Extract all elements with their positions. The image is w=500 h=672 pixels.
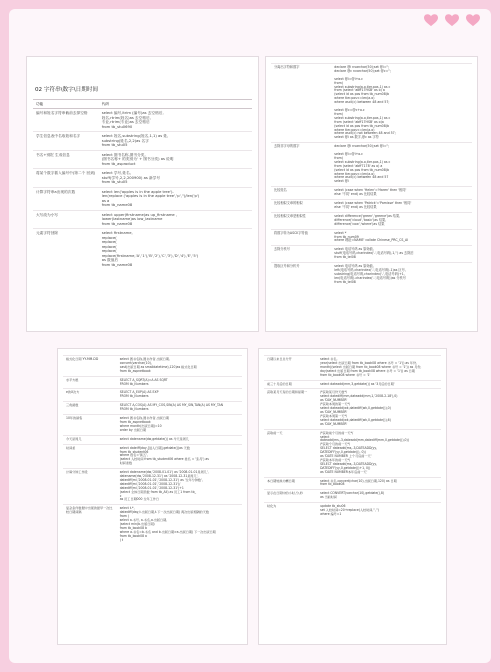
code-cell: update tb_stu06 set 入校时间=20+replace(入校时间,'','') where 编号=1 (317, 503, 441, 519)
code-table-d (264, 355, 441, 519)
code-cell: declare @i nvarchar(50);set @i=''; select @i=@i+o.c from( select substring(a.o,tier.pos,1) as c from (select 'abff7178' as o) a (select id as pos from tb_num08)b where tier.pos<=len(a.o) where ascii(c) between 48 and 57 select @i (331, 143, 472, 187)
function-cell: 计算分钟工作段 (63, 469, 117, 505)
heart-icon (445, 14, 459, 27)
code-cell: SELECT A,COS(A) AS MY_COS,SIN(A) AS MY_SIN,TAN(A) AS MY_TAN FROM tb_Numbers (117, 402, 242, 415)
section-title: 02 字符串\数字\日期时间 (35, 87, 99, 93)
code-table-c (63, 355, 242, 545)
table-row (271, 187, 472, 200)
heart-icon (424, 14, 438, 27)
function-cell: 三角函数 (63, 402, 117, 415)
table-row (271, 246, 472, 263)
function-cell: 书名+别报 生成信息 (33, 150, 99, 169)
table-row (33, 109, 252, 132)
heart-decorations (424, 14, 480, 27)
function-cell: 求平方根 (63, 376, 117, 389)
table-body (63, 356, 242, 545)
function-cell: 元素字符回除 (33, 229, 99, 270)
code-cell: /*获取前个月的前一天*/ select dateadd(ms,-3,dateadd(mm,datediff(mm,0,getdate()),0)) /*获取个月的前一天*/ SELECT dateadd(ms,-3,DATEADD(yy, DATEDIFF(yy,0,getdate()), 0)) as 'DATE NUMBER 上个月底前一天' /*获取本年的前一天*/ SELECT dateadd(ms,-3,DATEADD(yy, DATEDIFF(yy,0,getdate())+1, 0)) as 'DATE NUMBER本年底前一天' (317, 429, 441, 477)
table-row (33, 187, 252, 210)
header-code: 代码 (99, 100, 252, 109)
code-cell: select 姓名,substring(姓名,1,1) as 姓, substring(姓名,2,2)as 名字 from tb_stu05 (99, 132, 252, 151)
code-cell: /*获取某月份天数*/ select datediff(mm,dateadd(mm,1,'2008-2-18'),0) as 'DAY_NUMBER' /*获取本周的第一天*/ select dateadd(wk,datediff(wk,0,getdate()),0) as 'DAY_NUMBER' /*获取本周第一天*/ select dateadd(wk,datediff(wk,0,getdate()),6) as 'DAY_NUMBER' (317, 389, 441, 429)
table-row (264, 429, 441, 477)
table-body (271, 64, 472, 287)
table-row (33, 132, 252, 151)
table-row (264, 503, 441, 519)
code-cell: select datename(dw,getdate()) as 今天是周几 (117, 435, 242, 444)
function-cell: 获取某月天有的日期和星期一 (264, 389, 317, 429)
code-cell: select upper(firstname)as up_firstname , lower(lastname)as low_lastname from tb_name08 (99, 210, 252, 229)
table-row (33, 169, 252, 188)
table-body (264, 356, 441, 519)
table-row (264, 389, 441, 429)
table-row (63, 505, 242, 545)
function-cell: 学生信息表中名取姓和名字 (33, 132, 99, 151)
code-cell: select CONVERT(varchar(10),getdate(),8) as 当前时间 (317, 490, 441, 503)
function-cell: 分离出字符和数字 (271, 64, 331, 143)
code-cell: select (case when 'Patrick'='Pamisse' then '相同' else '不同' end) as 比较结果 (331, 200, 472, 213)
table-row (264, 380, 441, 389)
code-cell: select 图书名称,图书作者,出版日期 from tb_aspnetbook where month(出版日期)=10 order by 出版日期 (117, 415, 242, 436)
code-cell: select 图书名称,图书分类, (图书名称+ 的类别为' + 图书分类) as 说明 from tb_asproduct (99, 150, 252, 169)
code-cell: select 电话号码 as 原始值, left(电话号码,charindex('-',电话号码)-1)as 区号, substring(电话号码,charindex('-',电话号码)+1, len(电话号码)-charindex('-',电话号码))as 分机号 from tb_tel08 (331, 263, 472, 287)
code-cell: SELECT A_SQRT(A)=A AS SQRT FROM tb_Numbers (117, 376, 242, 389)
heart-icon (466, 14, 480, 27)
code-cell: select datename(dw,'2008-01-01') as '2008-01-01是周几', datename(dw,'2008-12-31') as '2008-12-31是周几', datediff(mi,'2008-01-01','2008-12-31') as '全年分钟数', datediff(mi,'2008-01-01','2008-12-31')/ datediff(mi,'2008-01-01','2008-12-31')+1 (select 全体日期员数 from tb_All) as 员工1 from tb_ c as 员工日期000 全年工作日 (117, 469, 242, 505)
page-card-date-functions (258, 348, 447, 645)
code-cell: select (case when 'Helen'='Haren' then '相同' else '不同' end) as 比较结果 (331, 187, 472, 200)
table-row (63, 415, 242, 436)
code-cell: select dateadd(mm,3,getdate()) as '3月后的日期' (317, 380, 441, 389)
table-row (63, 435, 242, 444)
table-row (63, 376, 242, 389)
function-cell: 比较相似文章是相似性 (271, 212, 331, 229)
table-row (271, 200, 472, 213)
table-row (33, 210, 252, 229)
function-cell: 日期以来日总分开 (264, 356, 317, 381)
function-cell: 今天是周几 (63, 435, 117, 444)
function-cell: 将某个数字插入编号中(第二个 回到) (33, 169, 99, 188)
function-cell: 将数字转为ASCII字符值 (271, 229, 331, 246)
code-cell: select t.*, datediff(day,t.出版日期,t.下一次出版日期) 两次出版相隔的天数 from ( select a.书号, a.书名,a.出版日期, (select min(b.出版日期) from tb_book08 b where a.书名=b.书名 and b.出版日期>a.出版日期) 下一次出版日期 from tb_book08 a ) t (117, 505, 242, 545)
table-row (63, 402, 242, 415)
table-header-row (33, 100, 252, 109)
function-cell: 大写改为小写 (33, 210, 99, 229)
function-cell: 显示在日期中的小时,分,秒 (264, 490, 317, 503)
code-cell: select 学号,姓名, stuff(学号,2,2,200900) as 新学号 from tb_stu05 (99, 169, 252, 188)
table-body (33, 109, 252, 270)
table-row (271, 212, 472, 229)
table-row (33, 229, 252, 270)
table-row (271, 143, 472, 187)
table-row (33, 150, 252, 169)
code-table-a (33, 99, 252, 269)
table-row (271, 229, 472, 246)
code-cell: declare @i nvarchar(50);set @i=''; declare @c nvarchar(50);set @c=''; select @i=@i+o.c from( select substring(a.o,tier.pos,1) as c from (select 'abff17HSB' as o) a (select id as pos from tb_num08)b where tier.pos<=len(a.o) where ascii(c) between 48 and 57; select @c=@c+o.c from( select substring(a.o,tier.pos,1) as c from (select 'abff17HSB' as o)a (select id as pos from tb_num08)b where tier.pos<=len(a.o) where ascii(c) not between 48 and 57; select @i as 数字,@c as 字符 (331, 64, 472, 143)
function-cell: e的X次方 (63, 389, 117, 402)
table-row (63, 389, 242, 402)
function-cell: 本日期转换为精日期 (264, 477, 317, 490)
function-cell: 计算字符串a出现的次数 (33, 187, 99, 210)
table-row (271, 64, 472, 143)
function-cell: 前三十月后的日期 (264, 380, 317, 389)
function-cell: 比较相似文章的相似 (271, 200, 331, 213)
table-row (264, 490, 441, 503)
code-cell: select difference('green','greene')as 结果, difference('cloud','basic')as 结果, difference('cow','where')as 结果 (331, 212, 472, 229)
table-row (264, 356, 441, 381)
header-function: 功能 (33, 100, 99, 109)
function-cell: 时化为 (264, 503, 317, 519)
table-row (63, 356, 242, 377)
page-card-char-number (265, 56, 478, 332)
function-cell: 编号和姓名字符串截前去掉空格 (33, 109, 99, 132)
code-cell: select 图书名称,图书作者,出版日期, convert(varchar(10), cast(出版日期 as smalldatetime),120)as 格式化日期 from tb_aspnetbook (117, 356, 242, 377)
function-cell: 去除非字母的数字 (271, 143, 331, 187)
function-cell: 去除分机号 (271, 246, 331, 263)
table-row (63, 444, 242, 469)
page-card-math-date (57, 348, 248, 645)
code-cell: select 书名,convert(char(10),出版日期,120) as 日期 from tb_book08 (317, 477, 441, 490)
code-cell: select dateiff(day,[进入日期],getdate())as 天数 from tb_student06 where 姓名='黄五', (select 入校时间 from tb_student06 where 姓名 = '张丹') as 时间差数 (117, 444, 242, 469)
function-cell: 复杂条件数据中出现的最早一次比较日期间隔 (63, 505, 117, 545)
page-card-string-functions (26, 56, 259, 332)
table-row (271, 263, 472, 287)
code-cell: select len('apples is in the apple tree')- len(replace ('apples is in the apple tree','p','')/len('p') as a from tb_name08 (99, 187, 252, 210)
code-cell: select 电话号码 as 原始值, stuff(电话号码,charindex('-',电话号码),1,'') as 去除后 from tb_tel08 (331, 246, 472, 263)
code-table-b (271, 63, 472, 287)
function-cell: 提取区号和分机号 (271, 263, 331, 287)
code-cell: SELECT A_EXP(A) AS EXP FROM tb_Numbers (117, 389, 242, 402)
code-cell: select 书名, year(select 出版日期 from tb_book08 where 书号 = '1')) as 年份, month((select 出版日期 from tb_book08 where 书号 = '1')) as 月份, day(select 出版日期 from tb_book08 where 书号 = '1')) as 日期 from tb_book08 where 书号 = '1' (317, 356, 441, 381)
table-row (63, 469, 242, 505)
function-cell: 10年的销售 (63, 415, 117, 436)
function-cell: 比较姓名 (271, 187, 331, 200)
function-cell: 获取前一天 (264, 429, 317, 477)
table-row (264, 477, 441, 490)
code-cell: select * from tb_num09 where 地址=NAME' collate Chinese_PRC_CS_AI (331, 229, 472, 246)
code-cell: select 编号,ltrim (编号)as 去空格后, 姓名,rtrim(姓名)as 去空格后, 专业,rtrim(专业)as 去空格后 from tb_stu0690 (99, 109, 252, 132)
code-cell: select firstname, replace( replace( replace( replace( replace(firstname,'A','1'),'B','2'),'C','3'),'D','4'),'E','5') as 数值后 from tb_name08 (99, 229, 252, 270)
function-cell: 时间差 (63, 444, 117, 469)
function-cell: 格式化日期 YY-MM-DD (63, 356, 117, 377)
